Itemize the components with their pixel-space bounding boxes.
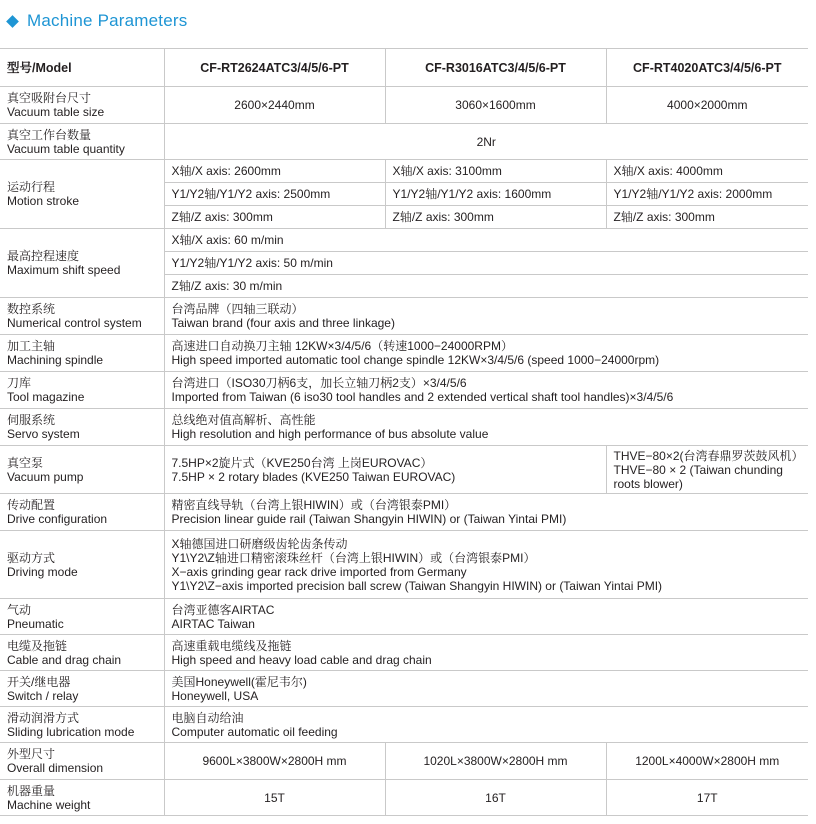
- machining-spindle-value: 高速进口自动换刀主轴 12KW×3/4/5/6（转速1000−24000RPM） High speed imported automatic tool change spindle 12KW×3/4/5/6 (speed 1000−24000rpm): [164, 335, 808, 372]
- table-row-numerical-control: [0, 298, 808, 335]
- model-2: CF-R3016ATC3/4/5/6-PT: [385, 49, 606, 87]
- lubrication-value: 电脑自动给油 Computer automatic oil feeding: [164, 707, 808, 743]
- table-row-tool-magazine: [0, 372, 808, 409]
- table-row-machining-spindle: [0, 335, 808, 372]
- model-3: CF-RT4020ATC3/4/5/6-PT: [606, 49, 808, 87]
- vacuum-table-size-1: 2600×2440mm: [164, 87, 385, 124]
- section-title: Machine Parameters: [27, 11, 188, 30]
- machine-parameters-table: [0, 48, 808, 816]
- table-row-pneumatic: [0, 599, 808, 635]
- max-shift-speed-y: Y1/Y2轴/Y1/Y2 axis: 50 m/min: [164, 252, 808, 275]
- model-label: 型号/Model: [0, 49, 164, 87]
- machine-weight-label: 机器重量 Machine weight: [0, 780, 164, 816]
- vacuum-table-size-2: 3060×1600mm: [385, 87, 606, 124]
- table-row-lubrication: [0, 707, 808, 743]
- motion-stroke-label: 运动行程 Motion stroke: [0, 160, 164, 229]
- overall-dimension-1: 9600L×3800W×2800H mm: [164, 743, 385, 780]
- motion-stroke-z-1: Z轴/Z axis: 300mm: [164, 206, 385, 229]
- table-row-cable: [0, 635, 808, 671]
- numerical-control-value: 台湾品牌（四轴三联动） Taiwan brand (four axis and three linkage): [164, 298, 808, 335]
- drive-configuration-label: 传动配置 Drive configuration: [0, 494, 164, 531]
- overall-dimension-3: 1200L×4000W×2800H mm: [606, 743, 808, 780]
- vacuum-table-quantity-value: 2Nr: [164, 124, 808, 160]
- diamond-bullet-icon: [6, 15, 19, 28]
- section-header: [0, 0, 816, 48]
- max-shift-speed-z: Z轴/Z axis: 30 m/min: [164, 275, 808, 298]
- vacuum-pump-alt-value: THVE−80×2(台湾春鼎罗茨鼓风机） THVE−80 × 2 (Taiwan chunding roots blower): [606, 446, 808, 494]
- switch-relay-label: 开关/继电器 Switch / relay: [0, 671, 164, 707]
- vacuum-pump-label: 真空泵 Vacuum pump: [0, 446, 164, 494]
- switch-relay-value: 美国Honeywell(霍尼韦尔) Honeywell, USA: [164, 671, 808, 707]
- max-shift-speed-label: 最高控程速度 Maximum shift speed: [0, 229, 164, 298]
- motion-stroke-x-3: X轴/X axis: 4000mm: [606, 160, 808, 183]
- table-row-drive-configuration: [0, 494, 808, 531]
- driving-mode-label: 驱动方式 Driving mode: [0, 531, 164, 599]
- motion-stroke-z-3: Z轴/Z axis: 300mm: [606, 206, 808, 229]
- motion-stroke-y-2: Y1/Y2轴/Y1/Y2 axis: 1600mm: [385, 183, 606, 206]
- machining-spindle-label: 加工主轴 Machining spindle: [0, 335, 164, 372]
- numerical-control-label: 数控系统 Numerical control system: [0, 298, 164, 335]
- table-row-servo-system: [0, 409, 808, 446]
- table-row-vacuum-pump: [0, 446, 808, 494]
- servo-system-value: 总线绝对值高解析、高性能 High resolution and high performance of bus absolute value: [164, 409, 808, 446]
- table-row-model: [0, 49, 808, 87]
- overall-dimension-label: 外型尺寸 Overall dimension: [0, 743, 164, 780]
- motion-stroke-x-1: X轴/X axis: 2600mm: [164, 160, 385, 183]
- vacuum-table-size-label: 真空吸附台尺寸 Vacuum table size: [0, 87, 164, 124]
- vacuum-table-quantity-label: 真空工作台数量 Vacuum table quantity: [0, 124, 164, 160]
- table-row-motion-stroke-x: [0, 160, 808, 183]
- vacuum-pump-value: 7.5HP×2旋片式（KVE250台湾 上岗EUROVAC） 7.5HP × 2 rotary blades (KVE250 Taiwan EUROVAC): [164, 446, 606, 494]
- table-row-vacuum-table-size: [0, 87, 808, 124]
- pneumatic-value: 台湾亚德客AIRTAC AIRTAC Taiwan: [164, 599, 808, 635]
- table-row-switch-relay: [0, 671, 808, 707]
- cable-label: 电缆及拖链 Cable and drag chain: [0, 635, 164, 671]
- cable-value: 高速重载电缆线及拖链 High speed and heavy load cable and drag chain: [164, 635, 808, 671]
- table-row-vacuum-table-quantity: [0, 124, 808, 160]
- motion-stroke-y-1: Y1/Y2轴/Y1/Y2 axis: 2500mm: [164, 183, 385, 206]
- motion-stroke-x-2: X轴/X axis: 3100mm: [385, 160, 606, 183]
- table-row-driving-mode: [0, 531, 808, 599]
- vacuum-table-size-3: 4000×2000mm: [606, 87, 808, 124]
- max-shift-speed-x: X轴/X axis: 60 m/min: [164, 229, 808, 252]
- tool-magazine-label: 刀库 Tool magazine: [0, 372, 164, 409]
- machine-weight-2: 16T: [385, 780, 606, 816]
- machine-weight-3: 17T: [606, 780, 808, 816]
- driving-mode-value: X轴德国进口研磨级齿轮齿条传动 Y1\Y2\Z轴进口精密滚珠丝杆（台湾上银HIWIN）或（台湾银泰PMI） X−axis grinding gear rack drive imported from Germany Y1\Y2\Z−axis imported precision ball screw (Taiwan Shangyin HIWIN) or (Taiwan Yintai PMI): [164, 531, 808, 599]
- model-1: CF-RT2624ATC3/4/5/6-PT: [164, 49, 385, 87]
- drive-configuration-value: 精密直线导轨（台湾上银HIWIN）或（台湾银泰PMI） Precision linear guide rail (Taiwan Shangyin HIWIN) or (Taiwan Yintai PMI): [164, 494, 808, 531]
- motion-stroke-y-3: Y1/Y2轴/Y1/Y2 axis: 2000mm: [606, 183, 808, 206]
- tool-magazine-value: 台湾进口（ISO30刀柄6支，加长立轴刀柄2支）×3/4/5/6 Imported from Taiwan (6 iso30 tool handles and 2 extended vertical shaft tool handles)×3/4/5/6: [164, 372, 808, 409]
- pneumatic-label: 气动 Pneumatic: [0, 599, 164, 635]
- servo-system-label: 伺服系统 Servo system: [0, 409, 164, 446]
- table-row-machine-weight: [0, 780, 808, 816]
- table-row-overall-dimension: [0, 743, 808, 780]
- machine-weight-1: 15T: [164, 780, 385, 816]
- overall-dimension-2: 1020L×3800W×2800H mm: [385, 743, 606, 780]
- table-row-max-shift-speed-x: [0, 229, 808, 252]
- motion-stroke-z-2: Z轴/Z axis: 300mm: [385, 206, 606, 229]
- lubrication-label: 滑动润滑方式 Sliding lubrication mode: [0, 707, 164, 743]
